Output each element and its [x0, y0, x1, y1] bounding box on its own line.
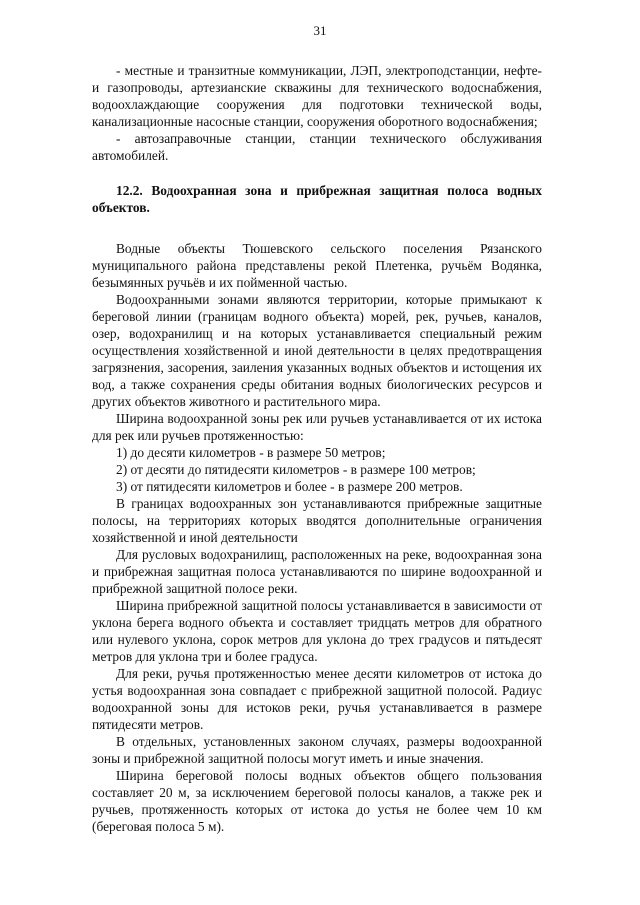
body-paragraph: Для реки, ручья протяженностью менее десяти километров от истока до устья водоохранная зона совпадает с прибрежной защитной полосой. Радиус водоохранной зоны для истоков реки, ручья устанавливается в размере пятидесяти метров. — [92, 666, 542, 732]
body-paragraph: Ширина прибрежной защитной полосы устанавливается в зависимости от уклона берега водного объекта и составляет тридцать метров для обратного или нулевого уклона, сорок метров для уклона до трех градусов и пятьдесят метров для уклона три и более градуса. — [92, 598, 542, 664]
width-list-item: 1) до десяти километров - в размере 50 метров; — [116, 445, 386, 460]
body-paragraph: Водоохранными зонами являются территории, которые примыкают к береговой линии (границам водного объекта) морей, рек, ручьев, каналов, озер, водохранилищ и на которых устанавливается специальный режим осуществления хозяйственной и иной деятельности в целях предотвращения загрязнения, засорения, заиления указанных водных объектов и истощения их вод, а также сохранения среды обитания водных биологических ресурсов и других объектов животного и растительного мира. — [92, 292, 542, 409]
body-paragraph: Для русловых водохранилищ, расположенных на реке, водоохранная зона и прибрежная защитная полоса устанавливаются по ширине водоохранной и прибрежной защитной полосе реки. — [92, 547, 542, 596]
intro-list-item: - местные и транзитные коммуникации, ЛЭП, электроподстанции, нефте- и газопроводы, артезианские скважины для технического водоснабжения, водоохлаждающие сооружения для подготовки технической воды, канализационные насосные станции, сооружения оборотного водоснабжения; — [92, 63, 542, 129]
width-list-item: 2) от десяти до пятидесяти километров - в размере 100 метров; — [116, 462, 476, 477]
body-paragraph: Ширина водоохранной зоны рек или ручьев устанавливается от их истока для рек или ручьев протяженностью: — [92, 411, 542, 443]
body-paragraph: В границах водоохранных зон устанавливаются прибрежные защитные полосы, на территориях которых вводятся дополнительные ограничения хозяйственной и иной деятельности — [92, 496, 542, 545]
body-paragraph: Ширина береговой полосы водных объектов общего пользования составляет 20 м, за исключением береговой полосы каналов, а также рек и ручьев, протяженность которых от истока до устья не более чем 10 км (береговая полоса 5 м). — [92, 768, 542, 834]
intro-list-item: - автозаправочные станции, станции технического обслуживания автомобилей. — [92, 131, 542, 163]
width-list-item: 3) от пятидесяти километров и более - в размере 200 метров. — [116, 479, 463, 494]
page-content — [92, 62, 542, 835]
section-heading: 12.2. Водоохранная зона и прибрежная защитная полоса водных объектов. — [92, 183, 542, 215]
body-paragraph: Водные объекты Тюшевского сельского поселения Рязанского муниципального района представлены рекой Плетенка, ручьём Водянка, безымянных ручьёв и их пойменной частью. — [92, 241, 542, 290]
body-paragraph: В отдельных, установленных законом случаях, размеры водоохранной зоны и прибрежной защитной полосы могут иметь и иные значения. — [92, 734, 542, 766]
page-number: 31 — [313, 23, 327, 38]
